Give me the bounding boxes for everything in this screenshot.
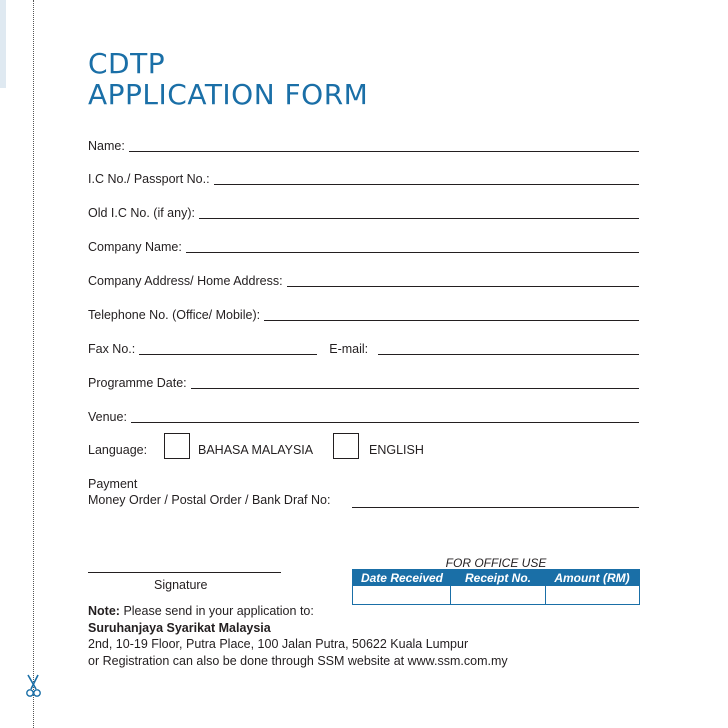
old-ic-label: Old I.C No. (if any):	[88, 206, 195, 220]
company-address-label: Company Address/ Home Address:	[88, 274, 283, 288]
programme-date-label: Programme Date:	[88, 376, 187, 390]
venue-label: Venue:	[88, 410, 127, 424]
note-website: or Registration can also be done through SSM website at www.ssm.com.my	[88, 653, 508, 668]
scissors-icon	[24, 674, 44, 698]
old-ic-field[interactable]	[199, 217, 639, 219]
programme-date-field[interactable]	[191, 387, 639, 389]
bahasa-malaysia-checkbox[interactable]	[164, 433, 190, 459]
payment-method-label: Money Order / Postal Order / Bank Draf No:	[88, 493, 331, 507]
note-block	[88, 603, 508, 669]
fax-email-row	[88, 339, 639, 357]
office-use-table	[352, 569, 640, 605]
edge-tab-mark	[0, 0, 6, 88]
receipt-no-header: Receipt No.	[464, 571, 531, 585]
receipt-no-cell[interactable]	[451, 586, 545, 604]
english-checkbox[interactable]	[333, 433, 359, 459]
venue-field[interactable]	[131, 421, 639, 423]
note-organisation: Suruhanjaya Syarikat Malaysia	[88, 620, 271, 635]
office-use-title: FOR OFFICE USE	[445, 556, 547, 570]
ic-label: I.C No./ Passport No.:	[88, 172, 210, 186]
telephone-label: Telephone No. (Office/ Mobile):	[88, 308, 261, 322]
payment-label: Payment	[88, 477, 138, 491]
payment-number-field[interactable]	[352, 507, 639, 508]
company-address-field[interactable]	[287, 285, 639, 287]
signature-label: Signature	[154, 578, 208, 592]
cut-line	[33, 0, 34, 728]
signature-line[interactable]	[88, 572, 281, 573]
note-text: Please send in your application to:	[123, 604, 314, 618]
name-field[interactable]	[129, 150, 639, 152]
date-received-header: Date Received	[360, 571, 444, 585]
programme-date-row	[88, 373, 639, 391]
venue-row	[88, 407, 639, 425]
office-use-header	[353, 570, 639, 586]
bahasa-malaysia-label: BAHASA MALAYSIA	[198, 443, 314, 457]
ic-field[interactable]	[214, 183, 639, 185]
company-address-row	[88, 271, 639, 289]
form-title-line2: APPLICATION FORM	[88, 78, 369, 111]
name-row	[88, 136, 639, 154]
language-label: Language:	[88, 443, 148, 457]
amount-cell[interactable]	[546, 586, 639, 604]
company-name-field[interactable]	[186, 251, 639, 253]
note-label: Note:	[88, 604, 120, 618]
telephone-field[interactable]	[264, 319, 639, 321]
company-name-row	[88, 237, 639, 255]
email-label: E-mail:	[329, 342, 369, 356]
telephone-row	[88, 305, 639, 323]
ic-row	[88, 169, 639, 187]
office-use-row	[353, 586, 639, 604]
amount-header: Amount (RM)	[554, 571, 630, 585]
note-line1	[88, 603, 508, 620]
note-address: 2nd, 10-19 Floor, Putra Place, 100 Jalan Putra, 50622 Kuala Lumpur	[88, 637, 469, 651]
email-field[interactable]	[378, 353, 639, 355]
name-label: Name:	[88, 139, 125, 153]
form-title-line1: CDTP	[88, 47, 166, 80]
date-received-cell[interactable]	[353, 586, 451, 604]
english-label: ENGLISH	[369, 443, 424, 457]
fax-field[interactable]	[139, 353, 317, 355]
old-ic-row	[88, 203, 639, 221]
company-name-label: Company Name:	[88, 240, 182, 254]
form-title	[88, 48, 368, 110]
fax-label: Fax No.:	[88, 342, 136, 356]
